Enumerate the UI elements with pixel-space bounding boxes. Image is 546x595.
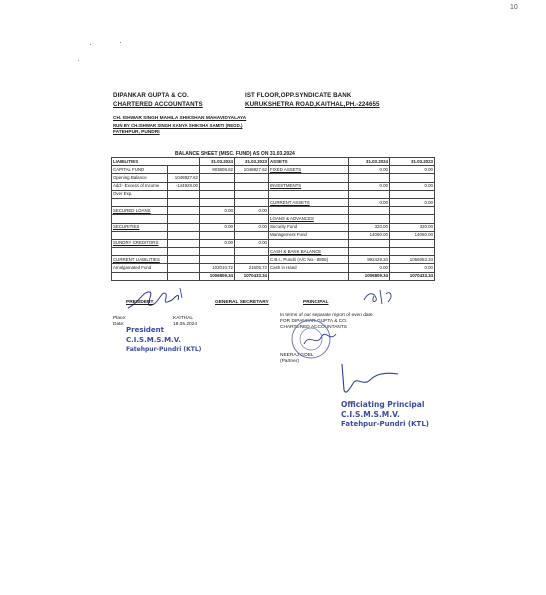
balance-sheet-table xyxy=(111,157,435,281)
table-cell xyxy=(235,190,269,198)
president-signature xyxy=(120,284,200,314)
table-cell xyxy=(200,174,235,182)
firm-address-1: IST FLOOR,OPP.SYNDICATE BANK xyxy=(245,92,352,99)
table-cell xyxy=(168,256,200,264)
table-cell xyxy=(168,207,200,215)
table-cell: 0.00 xyxy=(200,239,235,247)
firm-address-2: KURUKSHETRA ROAD,KAITHAL,PH.-224655 xyxy=(245,101,380,108)
table-cell: 0.00 xyxy=(390,264,435,272)
table-cell: 102010.72 xyxy=(200,264,235,272)
institution-name: CH. ISHWAR SINGH MAHILA SHIKSHAN MAHAVIDYALAYA xyxy=(113,116,247,121)
firm-designation: CHARTERED ACCOUNTANTS xyxy=(113,101,203,108)
table-cell xyxy=(269,239,349,247)
general-secretary-label: GENERAL SECRETARY xyxy=(215,300,269,305)
table-row xyxy=(112,182,435,190)
table-cell xyxy=(200,248,235,256)
table-cell: INVESTMENTS xyxy=(269,182,349,190)
president-stamp-org: C.I.S.M.S.M.V. xyxy=(126,336,181,344)
table-cell xyxy=(235,198,269,206)
table-cell: 14060.00 xyxy=(349,231,390,239)
auditor-name: NEERAJ GOEL xyxy=(280,353,314,358)
table-cell xyxy=(235,182,269,190)
table-cell: 0.00 xyxy=(235,207,269,215)
table-cell xyxy=(168,272,200,280)
president-label: PRESIDENT xyxy=(126,300,154,305)
table-cell: 0.00 xyxy=(349,264,390,272)
auditor-firm: FOR DIPANKAR GUPTA & CO. xyxy=(280,319,348,324)
column-header: LIABILITIES xyxy=(112,158,200,166)
table-cell xyxy=(269,207,349,215)
table-row xyxy=(112,166,435,174)
table-cell xyxy=(112,215,168,223)
table-row xyxy=(112,223,435,231)
table-cell xyxy=(390,174,435,182)
table-row xyxy=(112,174,435,182)
table-cell xyxy=(200,190,235,198)
table-cell: 320.00 xyxy=(390,223,435,231)
table-row xyxy=(112,248,435,256)
table-cell: 320.00 xyxy=(349,223,390,231)
table-cell: 1056053.34 xyxy=(390,256,435,264)
table-cell: 14060.00 xyxy=(390,231,435,239)
date-value: 18.05.2024 xyxy=(173,322,198,327)
table-cell xyxy=(168,264,200,272)
table-row xyxy=(112,190,435,198)
table-cell xyxy=(168,198,200,206)
column-header: 31.03.2023 xyxy=(390,158,435,166)
table-cell: 992429.34 xyxy=(349,256,390,264)
table-cell xyxy=(235,231,269,239)
table-cell xyxy=(390,215,435,223)
table-cell: 0.00 xyxy=(235,239,269,247)
table-cell: 1070433.34 xyxy=(390,272,435,280)
table-cell: CAPITAL FUND xyxy=(112,166,168,174)
table-cell: Management Fund xyxy=(269,231,349,239)
table-cell: 1070433.34 xyxy=(235,272,269,280)
table-header-row xyxy=(112,158,435,166)
table-cell: 0.00 xyxy=(390,198,435,206)
column-header: 31.03.2023 xyxy=(235,158,269,166)
table-cell: 0.00 xyxy=(349,198,390,206)
table-cell xyxy=(349,239,390,247)
auditor-designation: CHARTERED ACCOUNTANTS xyxy=(280,325,347,330)
table-row xyxy=(112,272,435,280)
table-cell: 21605.72 xyxy=(235,264,269,272)
table-cell: 1048827.62 xyxy=(168,174,200,182)
table-cell: LOANS & ADVANCES xyxy=(269,215,349,223)
table-row xyxy=(112,215,435,223)
table-cell: 0.00 xyxy=(390,166,435,174)
table-cell: CASH & BANK BALANCE xyxy=(269,248,349,256)
table-cell: Opening Balance xyxy=(112,174,168,182)
table-cell xyxy=(112,198,168,206)
table-cell xyxy=(112,231,168,239)
table-cell xyxy=(390,248,435,256)
date-label: Date: xyxy=(113,322,125,327)
table-cell xyxy=(168,223,200,231)
table-row xyxy=(112,256,435,264)
principal-label: PRINCIPAL xyxy=(303,300,329,305)
table-cell xyxy=(349,207,390,215)
table-cell xyxy=(200,231,235,239)
president-stamp-place: Fatehpur-Pundri (KTL) xyxy=(126,346,202,353)
table-cell xyxy=(235,248,269,256)
table-cell: Over Exp. xyxy=(112,190,168,198)
table-cell xyxy=(168,215,200,223)
report-reference: In terms of our separate report of even date. xyxy=(280,313,374,318)
table-cell xyxy=(112,248,168,256)
table-cell: Cash in Hand xyxy=(269,264,349,272)
table-cell: SUNDRY CREDITORS xyxy=(112,239,168,247)
table-cell: 903808.62 xyxy=(200,166,235,174)
table-cell xyxy=(112,272,168,280)
table-row xyxy=(112,231,435,239)
table-cell xyxy=(349,174,390,182)
table-cell: C.B.I., Pundri (A/C No.- 8806) xyxy=(269,256,349,264)
column-header: ASSETS xyxy=(269,158,349,166)
table-cell: 0.00 xyxy=(200,223,235,231)
table-cell: 1006809.34 xyxy=(349,272,390,280)
table-cell xyxy=(349,190,390,198)
institution-place: FATEHPUR, PUNDRI xyxy=(113,130,160,135)
auditor-role: (Partner) xyxy=(280,359,299,364)
column-header: 31.03.2024 xyxy=(349,158,390,166)
table-cell: CURRENT ASSETS xyxy=(269,198,349,206)
table-cell: 1048827.62 xyxy=(235,166,269,174)
table-cell: 0.00 xyxy=(235,223,269,231)
place-label: Place: xyxy=(113,316,127,321)
principal-stamp-title: Officiating Principal xyxy=(341,400,425,409)
table-cell xyxy=(168,190,200,198)
column-header: 31.03.2024 xyxy=(200,158,235,166)
auditor-signature xyxy=(300,328,340,352)
table-cell xyxy=(168,166,200,174)
firm-name: DIPANKAR GUPTA & CO. xyxy=(113,92,189,99)
table-cell xyxy=(235,256,269,264)
table-cell xyxy=(168,239,200,247)
speck xyxy=(90,44,91,45)
table-cell xyxy=(390,239,435,247)
president-stamp-title: President xyxy=(126,326,164,334)
table-cell xyxy=(200,198,235,206)
table-cell xyxy=(200,182,235,190)
speck xyxy=(78,60,79,61)
table-cell xyxy=(349,248,390,256)
sheet-title: BALANCE SHEET (MISC. FUND) AS ON 31.03.2024 xyxy=(175,151,295,157)
table-cell xyxy=(200,256,235,264)
table-cell xyxy=(269,272,349,280)
table-cell: 1006809.34 xyxy=(200,272,235,280)
table-row xyxy=(112,207,435,215)
table-cell xyxy=(235,174,269,182)
speck xyxy=(120,42,121,43)
table-cell: 0.00 xyxy=(349,166,390,174)
table-cell xyxy=(269,190,349,198)
table-cell xyxy=(200,215,235,223)
principal-stamp-place: Fatehpur-Pundri (KTL) xyxy=(341,420,429,428)
table-cell: CURRENT LIABILITIES xyxy=(112,256,168,264)
table-cell: 0.00 xyxy=(200,207,235,215)
table-cell: SECURED LOANS xyxy=(112,207,168,215)
table-cell xyxy=(235,215,269,223)
table-row xyxy=(112,264,435,272)
table-cell xyxy=(269,174,349,182)
table-cell xyxy=(390,207,435,215)
page-number-mark: 10 xyxy=(510,4,518,11)
principal-signature xyxy=(360,286,400,308)
table-cell: Amalgamated Fund xyxy=(112,264,168,272)
table-cell: -144928.00 xyxy=(168,182,200,190)
place-value: KAITHAL xyxy=(173,316,193,321)
table-row xyxy=(112,198,435,206)
table-cell: Security Fund xyxy=(269,223,349,231)
table-row xyxy=(112,239,435,247)
table-cell: 0.00 xyxy=(349,182,390,190)
table-cell xyxy=(168,231,200,239)
table-cell: SECURITIES xyxy=(112,223,168,231)
principal-stamp-org: C.I.S.M.S.M.V. xyxy=(341,410,400,419)
table-cell xyxy=(390,190,435,198)
table-cell: FIXED ASSETS xyxy=(269,166,349,174)
institution-society: RUN BY CH.ISHWAR SINGH KANYA SHIKSHA SAMITI (REGD.) xyxy=(113,123,243,128)
table-cell xyxy=(168,248,200,256)
table-cell xyxy=(349,215,390,223)
table-cell: Add:- Excess of Income xyxy=(112,182,168,190)
table-cell: 0.00 xyxy=(390,182,435,190)
